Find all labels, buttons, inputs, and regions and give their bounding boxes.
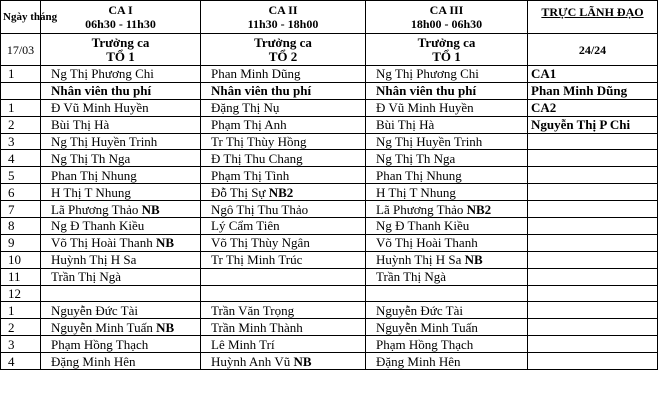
staff-name-shift-3 xyxy=(366,133,528,150)
staff-name: Huỳnh Anh Vũ xyxy=(211,353,291,369)
staff-row xyxy=(1,234,658,251)
staff-name-shift-2 xyxy=(201,285,366,302)
staff-name: Phan Thị Nhung xyxy=(51,167,137,183)
staff-name: Đ Thị Thu Chang xyxy=(211,150,303,166)
staff-name: Huỳnh Thị H Sa xyxy=(51,252,137,268)
subheader-row xyxy=(1,34,658,66)
shift-3-name: CA III xyxy=(429,3,464,17)
staff-badge: NB xyxy=(155,235,175,251)
staff-title-shift-3: Nhân viên thu phí xyxy=(366,82,528,99)
leader-empty-cell xyxy=(528,150,658,167)
staff-name: Bùi Thị Hà xyxy=(51,117,110,133)
staff-name-shift-1 xyxy=(41,116,201,133)
staff-name: Trần Thị Ngà xyxy=(51,269,122,285)
staff-name: Võ Thị Hoài Thanh xyxy=(376,235,478,251)
staff-name-shift-2 xyxy=(201,353,366,370)
staff-name: Huỳnh Thị H Sa xyxy=(376,252,462,268)
staff-name-shift-2 xyxy=(201,234,366,251)
staff-badge: NB xyxy=(293,353,312,369)
staff-name-shift-3 xyxy=(366,218,528,235)
staff-row xyxy=(1,133,658,150)
staff-name-shift-3 xyxy=(366,167,528,184)
staff-title-shift-1: Nhân viên thu phí xyxy=(41,82,201,99)
staff-name-shift-3 xyxy=(366,99,528,116)
staff-name: Tr Thị Minh Trúc xyxy=(211,252,303,268)
leader-ca1-name: Phan Minh Dũng xyxy=(528,82,658,99)
staff-row xyxy=(1,99,658,116)
leader-empty-cell xyxy=(528,218,658,235)
staff-row xyxy=(1,150,658,167)
staff-name: Ng Thị Huyền Trinh xyxy=(376,134,483,149)
staff-name-shift-2 xyxy=(201,133,366,150)
leader-empty-cell xyxy=(528,184,658,201)
staff-name: Trần Minh Thành xyxy=(211,319,303,335)
date-cell: 17/03 xyxy=(1,34,41,66)
staff-name-shift-2 xyxy=(201,201,366,218)
staff-name-shift-2 xyxy=(201,302,366,319)
staff-name-shift-3 xyxy=(366,302,528,319)
staff-name: Ng Thị Th Nga xyxy=(51,150,131,166)
staff-name: Nguyễn Đức Tài xyxy=(376,302,463,318)
staff-name-shift-2 xyxy=(201,116,366,133)
staff-row xyxy=(1,167,658,184)
staff-name: Ng Thị Huyền Trinh xyxy=(51,134,158,149)
staff-title-shift-2: Nhân viên thu phí xyxy=(201,82,366,99)
shift-3-team-name: TỔ 1 xyxy=(432,48,461,64)
shift-3-team xyxy=(366,34,528,66)
staff-name-shift-1 xyxy=(41,353,201,370)
staff-row xyxy=(1,319,658,336)
row-number: 11 xyxy=(1,268,41,285)
staff-name-shift-1 xyxy=(41,201,201,218)
staff-name: Ng Đ Thanh Kiều xyxy=(51,218,145,234)
row-number: 5 xyxy=(1,167,41,184)
staff-name: Đ Vũ Minh Huyền xyxy=(376,100,474,116)
staff-name: Đặng Thị Nụ xyxy=(211,100,280,116)
shift-3-time: 18h00 - 06h30 xyxy=(410,17,483,31)
leader-date: 24/24 xyxy=(528,34,658,66)
row-number: 1 xyxy=(1,99,41,116)
staff-name-shift-3 xyxy=(366,184,528,201)
staff-name-shift-2 xyxy=(201,251,366,268)
staff-name-shift-3 xyxy=(366,336,528,353)
staff-name: Phan Thị Nhung xyxy=(376,167,462,183)
staff-name-shift-3 xyxy=(366,353,528,370)
staff-rows xyxy=(1,99,658,369)
header-row xyxy=(1,1,658,34)
staff-name-shift-3 xyxy=(366,251,528,268)
staff-badge: NB2 xyxy=(268,184,294,200)
chief-row xyxy=(1,66,658,83)
staff-name-shift-2 xyxy=(201,319,366,336)
staff-name: Lê Minh Trí xyxy=(211,336,275,352)
staff-name-shift-1 xyxy=(41,336,201,353)
shift-2-role: Trưởng ca xyxy=(254,34,312,50)
leader-empty-cell xyxy=(528,285,658,302)
staff-name-shift-1 xyxy=(41,218,201,235)
shift-1-time: 06h30 - 11h30 xyxy=(85,17,156,31)
leader-empty-cell xyxy=(528,319,658,336)
staff-name: Võ Thị Thùy Ngân xyxy=(211,235,310,251)
staff-name: Tr Thị Thùy Hồng xyxy=(211,134,307,149)
chief-shift-3: Ng Thị Phương Chi xyxy=(366,66,528,83)
chief-shift-1: Ng Thị Phương Chi xyxy=(41,66,201,83)
shift-2-team-name: TỔ 2 xyxy=(268,48,298,64)
shift-2-name: CA II xyxy=(268,3,298,17)
staff-name: Đỗ Thị Sự xyxy=(211,184,266,200)
leader-empty-cell xyxy=(528,234,658,251)
row-number: 1 xyxy=(1,66,41,83)
staff-name-shift-2 xyxy=(201,167,366,184)
staff-row xyxy=(1,116,658,133)
staff-row xyxy=(1,336,658,353)
leader-empty-cell xyxy=(528,353,658,370)
staff-name: Phạm Thị Tình xyxy=(211,167,290,183)
staff-name: Đặng Minh Hên xyxy=(376,353,461,369)
staff-badge: NB xyxy=(464,252,483,268)
staff-name: Phạm Hồng Thạch xyxy=(376,336,474,352)
chief-shift-2: Phan Minh Dũng xyxy=(201,66,366,83)
row-number: 12 xyxy=(1,285,41,302)
staff-name: H Thị T Nhung xyxy=(376,184,456,200)
staff-name-shift-3 xyxy=(366,234,528,251)
staff-name: Lã Phương Thảo xyxy=(376,201,464,217)
leader-empty-cell xyxy=(528,336,658,353)
staff-name-shift-3 xyxy=(366,201,528,218)
shift-1-header xyxy=(41,1,201,34)
staff-name-shift-2 xyxy=(201,268,366,285)
row-number: 2 xyxy=(1,116,41,133)
leader-empty-cell xyxy=(528,201,658,218)
staff-name: Phạm Hồng Thạch xyxy=(51,336,149,352)
shift-2-header xyxy=(201,1,366,34)
staff-name: Đặng Minh Hên xyxy=(51,353,136,369)
staff-name-shift-1 xyxy=(41,302,201,319)
staff-name-shift-1 xyxy=(41,184,201,201)
leader-empty-cell xyxy=(528,302,658,319)
leader-ca2-label: CA2 xyxy=(528,99,658,116)
staff-name-shift-1 xyxy=(41,167,201,184)
staff-name-shift-1 xyxy=(41,319,201,336)
leader-empty-cell xyxy=(528,268,658,285)
staff-row xyxy=(1,201,658,218)
staff-row xyxy=(1,184,658,201)
row-number: 10 xyxy=(1,251,41,268)
leader-header xyxy=(528,1,658,34)
staff-name-shift-2 xyxy=(201,150,366,167)
staff-badge: NB2 xyxy=(466,201,492,217)
shift-1-role: Trưởng ca xyxy=(91,34,150,50)
staff-name: Trần Văn Trọng xyxy=(211,302,295,318)
staff-row xyxy=(1,285,658,302)
staff-name: Ng Đ Thanh Kiều xyxy=(376,218,470,234)
staff-name-shift-1 xyxy=(41,133,201,150)
row-number: 3 xyxy=(1,336,41,353)
leader-empty-cell xyxy=(528,167,658,184)
staff-name: Nguyễn Đức Tài xyxy=(51,302,138,318)
row-number: 1 xyxy=(1,302,41,319)
staff-name: Trần Thị Ngà xyxy=(376,269,447,285)
leader-title: TRỰC LÃNH ĐẠO xyxy=(541,5,644,19)
staff-row xyxy=(1,251,658,268)
staff-name-shift-3 xyxy=(366,116,528,133)
row-number: 7 xyxy=(1,201,41,218)
shift-1-team-name: TỔ 1 xyxy=(106,48,135,64)
staff-name: Bùi Thị Hà xyxy=(376,117,435,133)
row-number: 8 xyxy=(1,218,41,235)
staff-name: Ngô Thị Thu Thảo xyxy=(211,201,309,217)
staff-row xyxy=(1,353,658,370)
shift-1-team xyxy=(41,34,201,66)
staff-name-shift-3 xyxy=(366,150,528,167)
staff-name-shift-2 xyxy=(201,99,366,116)
row-number: 2 xyxy=(1,319,41,336)
staff-name: Phạm Thị Anh xyxy=(211,117,287,133)
shift-3-header xyxy=(366,1,528,34)
shift-2-team xyxy=(201,34,366,66)
staff-name: Võ Thị Hoài Thanh xyxy=(51,235,153,251)
staff-name: Nguyễn Minh Tuấn xyxy=(51,319,153,335)
shift-2-time: 11h30 - 18h00 xyxy=(247,17,319,31)
staff-row xyxy=(1,218,658,235)
row-number: 6 xyxy=(1,184,41,201)
staff-title-row xyxy=(1,82,658,99)
staff-name-shift-1 xyxy=(41,234,201,251)
date-column-header: Ngày tháng xyxy=(1,1,41,34)
staff-name-shift-3 xyxy=(366,268,528,285)
staff-name: Đ Vũ Minh Huyền xyxy=(51,100,149,116)
staff-name-shift-1 xyxy=(41,99,201,116)
shift-3-role: Trưởng ca xyxy=(417,34,476,50)
staff-name-shift-1 xyxy=(41,150,201,167)
row-number: 9 xyxy=(1,234,41,251)
leader-ca2-name: Nguyễn Thị P Chi xyxy=(528,116,658,133)
leader-empty-cell xyxy=(528,251,658,268)
leader-ca1-label: CA1 xyxy=(528,66,658,83)
staff-name-shift-1 xyxy=(41,251,201,268)
staff-row xyxy=(1,302,658,319)
staff-name-shift-2 xyxy=(201,218,366,235)
staff-row xyxy=(1,268,658,285)
staff-name-shift-2 xyxy=(201,184,366,201)
staff-name: H Thị T Nhung xyxy=(51,184,131,200)
staff-name: Ng Thị Th Nga xyxy=(376,150,456,166)
shift-1-name: CA I xyxy=(108,3,133,17)
empty-cell xyxy=(1,82,41,99)
staff-name: Nguyễn Minh Tuấn xyxy=(376,319,478,335)
staff-name-shift-1 xyxy=(41,268,201,285)
staff-badge: NB xyxy=(141,201,160,217)
leader-empty-cell xyxy=(528,133,658,150)
staff-name-shift-3 xyxy=(366,285,528,302)
staff-badge: NB xyxy=(156,319,175,335)
row-number: 3 xyxy=(1,133,41,150)
staff-name-shift-1 xyxy=(41,285,201,302)
staff-name-shift-3 xyxy=(366,319,528,336)
staff-name: Lã Phương Thảo xyxy=(51,201,139,217)
row-number: 4 xyxy=(1,353,41,370)
row-number: 4 xyxy=(1,150,41,167)
staff-name-shift-2 xyxy=(201,336,366,353)
staff-name: Lý Cẩm Tiên xyxy=(211,218,280,234)
